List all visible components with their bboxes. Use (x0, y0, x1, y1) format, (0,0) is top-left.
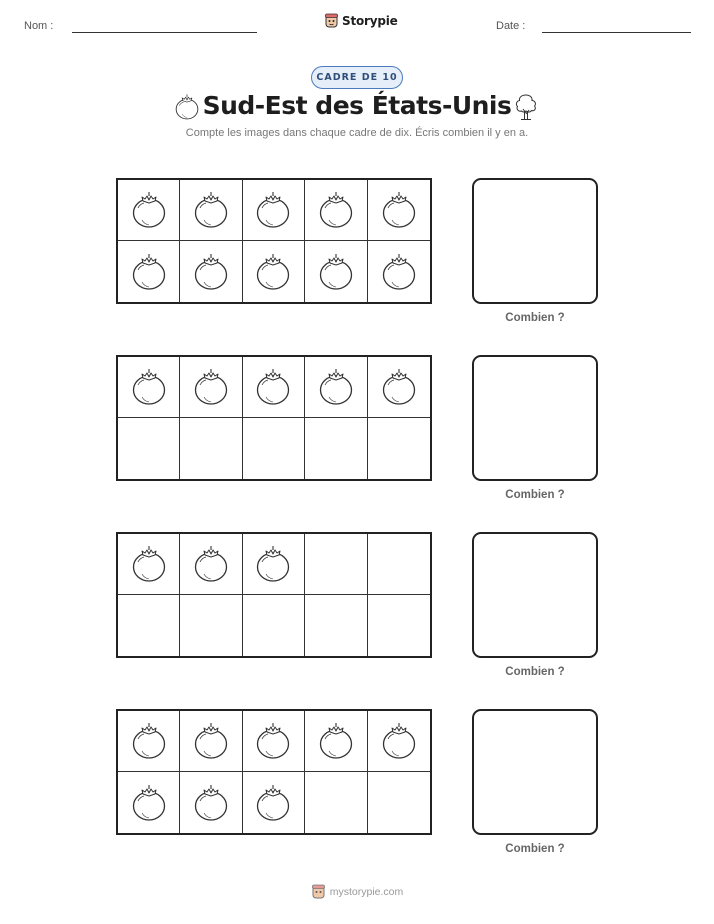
ten-frame-cell (368, 595, 430, 656)
tomato-icon (316, 190, 356, 230)
tomato-icon (253, 190, 293, 230)
answer-box-4[interactable] (472, 709, 598, 835)
tomato-icon (191, 544, 231, 584)
ten-frame-cell (180, 241, 242, 302)
answer-box-2[interactable] (472, 355, 598, 481)
instructions: Compte les images dans chaque cadre de dix. Écris combien il y en a. (185, 127, 529, 139)
tomato-icon (253, 544, 293, 584)
tomato-icon (129, 721, 169, 761)
ten-frame-cell (118, 357, 180, 418)
ten-frame-cell (305, 595, 367, 656)
tomato-icon (191, 783, 231, 823)
ten-frame-cell (118, 180, 180, 241)
storypie-mascot-icon (324, 13, 339, 29)
ten-frame-cell (243, 241, 305, 302)
tomato-icon (316, 252, 356, 292)
ten-frame-cell (305, 180, 367, 241)
answer-box-3[interactable] (472, 532, 598, 658)
ten-frame-cell (305, 534, 367, 595)
ten-frame-cell (243, 595, 305, 656)
tomato-icon (379, 367, 419, 407)
date-label: Date : (496, 20, 526, 32)
ten-frame-1 (116, 178, 432, 304)
ten-frame-cell (118, 418, 180, 479)
tomato-icon (129, 544, 169, 584)
ten-frame-cell (180, 595, 242, 656)
ten-frame-cell (305, 418, 367, 479)
ten-frame-cell (368, 180, 430, 241)
ten-frame-cell (180, 357, 242, 418)
ten-frame-cell (118, 241, 180, 302)
ten-frame-cell (180, 711, 242, 772)
storypie-mascot-icon (311, 884, 326, 900)
ten-frame-cell (118, 534, 180, 595)
ten-frame-cell (243, 418, 305, 479)
ten-frame-cell (243, 357, 305, 418)
tomato-icon (191, 252, 231, 292)
footer-url[interactable]: mystorypie.com (329, 886, 404, 898)
ten-frame-cell (368, 418, 430, 479)
ten-frame-cell (118, 595, 180, 656)
ten-frame-cell (368, 241, 430, 302)
tomato-icon (316, 367, 356, 407)
tomato-icon (129, 190, 169, 230)
ten-frame-cell (368, 772, 430, 833)
tomato-icon (316, 721, 356, 761)
ten-frame-cell (118, 772, 180, 833)
ten-frame-cell (243, 180, 305, 241)
tomato-icon (129, 783, 169, 823)
ten-frame-cell (180, 418, 242, 479)
tomato-icon (379, 190, 419, 230)
name-label: Nom : (24, 20, 54, 32)
ten-frame-cell (243, 534, 305, 595)
ten-frame-cell (305, 357, 367, 418)
worksheet-type-badge: CADRE DE 10 (311, 66, 403, 89)
ten-frame-cell (305, 772, 367, 833)
ten-frame-cell (368, 357, 430, 418)
footer (0, 884, 714, 900)
ten-frame-cell (368, 711, 430, 772)
ten-frame-cell (368, 534, 430, 595)
tomato-icon (191, 190, 231, 230)
answer-label: Combien ? (505, 843, 565, 855)
tomato-icon (191, 367, 231, 407)
ten-frame-2 (116, 355, 432, 481)
ten-frame-cell (305, 241, 367, 302)
tomato-icon (253, 721, 293, 761)
answer-label: Combien ? (505, 489, 565, 501)
tomato-icon (191, 721, 231, 761)
ten-frame-3 (116, 532, 432, 658)
brand-name: Storypie (342, 14, 398, 28)
date-line[interactable] (542, 32, 691, 33)
ten-frame-cell (243, 711, 305, 772)
tomato-icon (129, 367, 169, 407)
tomato-icon (129, 252, 169, 292)
answer-label: Combien ? (505, 312, 565, 324)
tomato-icon (253, 783, 293, 823)
ten-frame-cell (180, 180, 242, 241)
ten-frame-cell (118, 711, 180, 772)
tomato-icon (379, 721, 419, 761)
brand-logo (324, 13, 398, 29)
ten-frame-cell (243, 772, 305, 833)
name-line[interactable] (72, 32, 257, 33)
tree-icon (512, 92, 540, 122)
ten-frame-cell (180, 534, 242, 595)
ten-frame-cell (305, 711, 367, 772)
answer-box-1[interactable] (472, 178, 598, 304)
page-title: Sud-Est des États-Unis (202, 91, 512, 120)
tomato-icon (253, 367, 293, 407)
tomato-icon (379, 252, 419, 292)
tomato-icon (253, 252, 293, 292)
ten-frame-4 (116, 709, 432, 835)
answer-label: Combien ? (505, 666, 565, 678)
ten-frame-cell (180, 772, 242, 833)
